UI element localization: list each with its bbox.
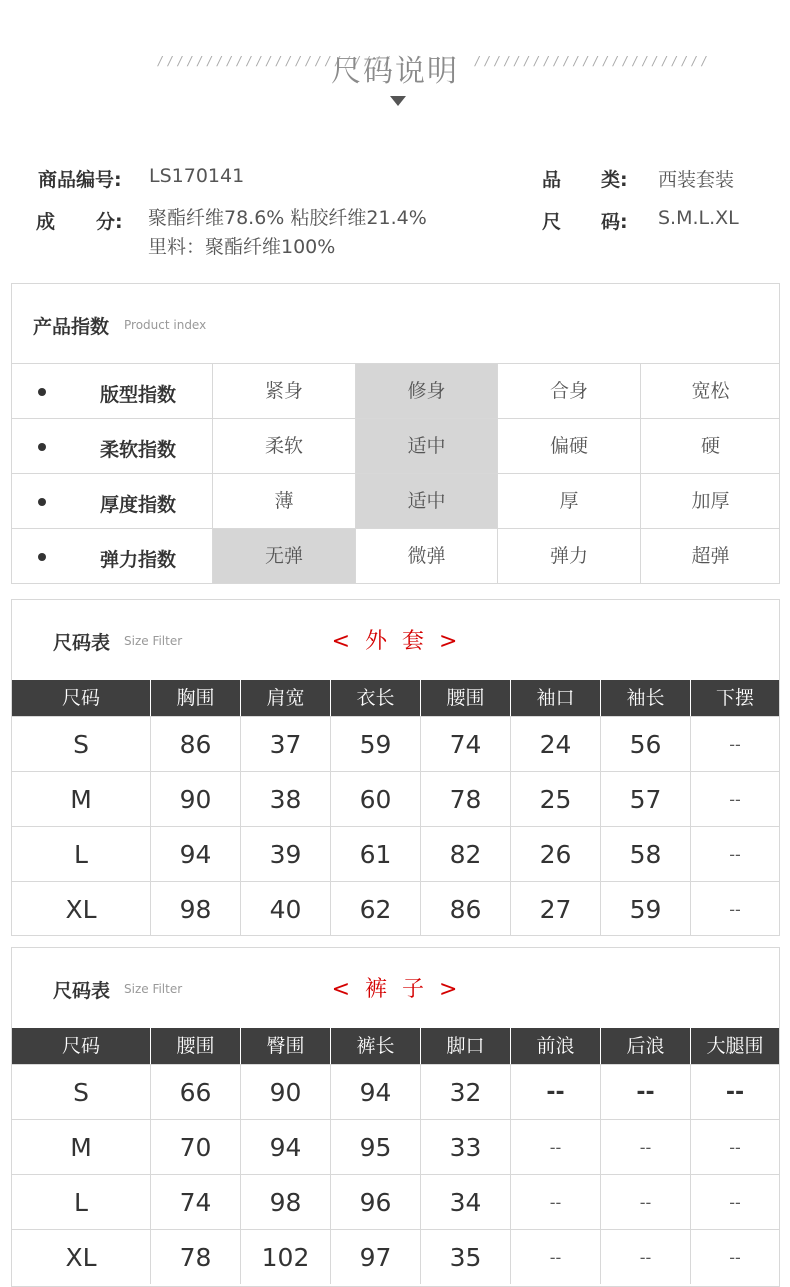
table-cell: 98 — [241, 1175, 331, 1229]
product-index-option: 厚 — [497, 474, 640, 528]
table-cell: 90 — [241, 1065, 331, 1119]
product-index-row — [12, 419, 779, 474]
table-cell: -- — [601, 1230, 691, 1284]
page-title: 尺码说明 — [331, 54, 459, 89]
column-header: 袖口 — [511, 680, 601, 716]
table-cell: 26 — [511, 827, 601, 881]
table-row — [12, 1119, 779, 1174]
product-index-row-label: 柔软指数 — [100, 439, 177, 461]
column-header: 袖长 — [601, 680, 691, 716]
table-header-row — [12, 1028, 779, 1064]
table-cell: -- — [601, 1065, 691, 1119]
product-index-title: 产品指数 — [33, 316, 110, 338]
bullet-dot-icon — [38, 388, 46, 396]
column-header: 腰围 — [421, 680, 511, 716]
table-cell: 94 — [241, 1120, 331, 1174]
product-index-option: 加厚 — [640, 474, 780, 528]
table-cell: -- — [729, 900, 741, 919]
table-row — [12, 881, 779, 936]
table-cell: -- — [511, 1065, 601, 1119]
jacket-size-grid — [12, 680, 779, 936]
pants-size-grid — [12, 1028, 779, 1284]
size-cell: XL — [12, 882, 151, 936]
size-cell: S — [12, 1065, 151, 1119]
product-index-row-label: 弹力指数 — [100, 549, 177, 571]
table-cell: -- — [511, 1175, 601, 1229]
table-cell: 78 — [421, 772, 511, 826]
table-cell: 102 — [241, 1230, 331, 1284]
table-cell: 98 — [151, 882, 241, 936]
table-cell: 86 — [421, 882, 511, 936]
product-index-row — [12, 474, 779, 529]
size-cell: M — [12, 1120, 151, 1174]
table-cell: -- — [601, 1175, 691, 1229]
table-cell: 78 — [151, 1230, 241, 1284]
triangle-down-icon — [390, 96, 406, 106]
header-decoration-right: / / / / / / / / / / / / / / / / / / / / / / / / — [475, 54, 707, 68]
column-header: 后浪 — [601, 1028, 691, 1064]
jacket-table-subtitle: Size Filter — [124, 634, 183, 648]
product-index-option: 紧身 — [212, 364, 355, 418]
pants-table-subtitle: Size Filter — [124, 982, 183, 996]
product-index-option: 硬 — [640, 419, 780, 473]
table-cell: 70 — [151, 1120, 241, 1174]
table-cell: 66 — [151, 1065, 241, 1119]
product-index-option: 柔软 — [212, 419, 355, 473]
column-header: 脚口 — [421, 1028, 511, 1064]
column-header: 下摆 — [715, 687, 754, 709]
table-cell: 35 — [421, 1230, 511, 1284]
column-header: 臀围 — [241, 1028, 331, 1064]
table-row — [12, 771, 779, 826]
product-index-option-selected: 适中 — [355, 474, 497, 528]
size-cell: L — [12, 1175, 151, 1229]
column-header: 前浪 — [511, 1028, 601, 1064]
column-header: 尺码 — [12, 1028, 151, 1064]
product-info — [0, 155, 790, 265]
table-cell: 62 — [331, 882, 421, 936]
product-index-option: 合身 — [497, 364, 640, 418]
table-header-row — [12, 680, 779, 716]
table-cell: 60 — [331, 772, 421, 826]
product-code-value: LS170141 — [149, 165, 245, 187]
table-cell: 74 — [151, 1175, 241, 1229]
jacket-table-title: 尺码表 — [53, 632, 111, 654]
category-label-part1: 品 — [542, 169, 562, 191]
size-value: S.M.L.XL — [658, 207, 739, 229]
table-cell: 38 — [241, 772, 331, 826]
table-cell: 90 — [151, 772, 241, 826]
table-cell: -- — [601, 1120, 691, 1174]
jacket-size-table — [11, 599, 780, 936]
column-header: 大腿围 — [706, 1035, 764, 1057]
column-header: 肩宽 — [241, 680, 331, 716]
bullet-dot-icon — [38, 443, 46, 451]
product-index-row-label: 厚度指数 — [100, 494, 177, 516]
composition-value-line2: 里料：聚酯纤维100% — [148, 236, 336, 258]
table-cell: 97 — [331, 1230, 421, 1284]
product-index-row — [12, 364, 779, 419]
size-cell: XL — [12, 1230, 151, 1284]
table-cell: 34 — [421, 1175, 511, 1229]
size-label-part1: 尺 — [542, 211, 562, 233]
table-cell: -- — [729, 1138, 741, 1157]
table-cell: 96 — [331, 1175, 421, 1229]
table-cell: -- — [729, 790, 741, 809]
table-cell: 37 — [241, 717, 331, 771]
size-cell: L — [12, 827, 151, 881]
product-index-option-selected: 修身 — [355, 364, 497, 418]
table-cell: 56 — [601, 717, 691, 771]
column-header: 衣长 — [331, 680, 421, 716]
table-cell: 57 — [601, 772, 691, 826]
pants-size-table — [11, 947, 780, 1287]
table-cell: -- — [511, 1230, 601, 1284]
table-cell: 59 — [331, 717, 421, 771]
composition-label-part2: 分: — [96, 211, 123, 233]
table-cell: 27 — [511, 882, 601, 936]
header-decoration-left: / / / / / / / / / / / / / / / / / / / / / / / / — [158, 54, 390, 68]
table-cell: 25 — [511, 772, 601, 826]
table-cell: 95 — [331, 1120, 421, 1174]
table-cell: 94 — [331, 1065, 421, 1119]
table-cell: -- — [729, 1193, 741, 1212]
size-cell: S — [12, 717, 151, 771]
jacket-table-header — [12, 600, 779, 680]
bullet-dot-icon — [38, 498, 46, 506]
table-cell: 39 — [241, 827, 331, 881]
table-cell: 32 — [421, 1065, 511, 1119]
table-cell: 61 — [331, 827, 421, 881]
table-cell: -- — [511, 1120, 601, 1174]
product-index-header — [12, 284, 779, 364]
product-index-option-selected: 适中 — [355, 419, 497, 473]
product-index-option-selected: 无弹 — [212, 529, 355, 583]
page-header — [0, 40, 790, 110]
table-row — [12, 716, 779, 771]
size-label-part2: 码: — [601, 211, 628, 233]
composition-label-part1: 成 — [36, 211, 56, 233]
table-cell: 58 — [601, 827, 691, 881]
table-row — [12, 1174, 779, 1229]
column-header: 裤长 — [331, 1028, 421, 1064]
pants-table-title: 尺码表 — [53, 980, 111, 1002]
jacket-category-label: < 外 套 > — [331, 629, 462, 654]
table-cell: 40 — [241, 882, 331, 936]
pants-table-header — [12, 948, 779, 1028]
table-cell: 86 — [151, 717, 241, 771]
table-cell: -- — [729, 735, 741, 754]
product-index-option: 薄 — [212, 474, 355, 528]
table-cell: 33 — [421, 1120, 511, 1174]
product-index-option: 偏硬 — [497, 419, 640, 473]
product-index-subtitle: Product index — [124, 318, 207, 332]
column-header: 腰围 — [151, 1028, 241, 1064]
table-cell: 74 — [421, 717, 511, 771]
size-cell: M — [12, 772, 151, 826]
table-cell: -- — [729, 1248, 741, 1267]
table-row — [12, 1064, 779, 1119]
category-label-part2: 类: — [601, 169, 628, 191]
pants-category-label: < 裤 子 > — [331, 977, 462, 1002]
column-header: 胸围 — [151, 680, 241, 716]
product-index-option: 微弹 — [355, 529, 497, 583]
table-cell: -- — [725, 1080, 745, 1105]
product-index-option: 弹力 — [497, 529, 640, 583]
composition-value-line1: 聚酯纤维78.6% 粘胶纤维21.4% — [148, 207, 427, 229]
product-index-row-label: 版型指数 — [100, 384, 177, 406]
table-cell: -- — [729, 845, 741, 864]
product-index-panel — [11, 283, 780, 584]
table-cell: 94 — [151, 827, 241, 881]
product-index-row — [12, 529, 779, 584]
table-cell: 59 — [601, 882, 691, 936]
table-row — [12, 1229, 779, 1284]
bullet-dot-icon — [38, 553, 46, 561]
table-row — [12, 826, 779, 881]
product-index-option: 超弹 — [640, 529, 780, 583]
column-header: 尺码 — [12, 680, 151, 716]
category-value: 西装套装 — [658, 169, 735, 191]
product-index-option: 宽松 — [640, 364, 780, 418]
product-code-label: 商品编号: — [38, 169, 122, 191]
table-cell: 82 — [421, 827, 511, 881]
table-cell: 24 — [511, 717, 601, 771]
